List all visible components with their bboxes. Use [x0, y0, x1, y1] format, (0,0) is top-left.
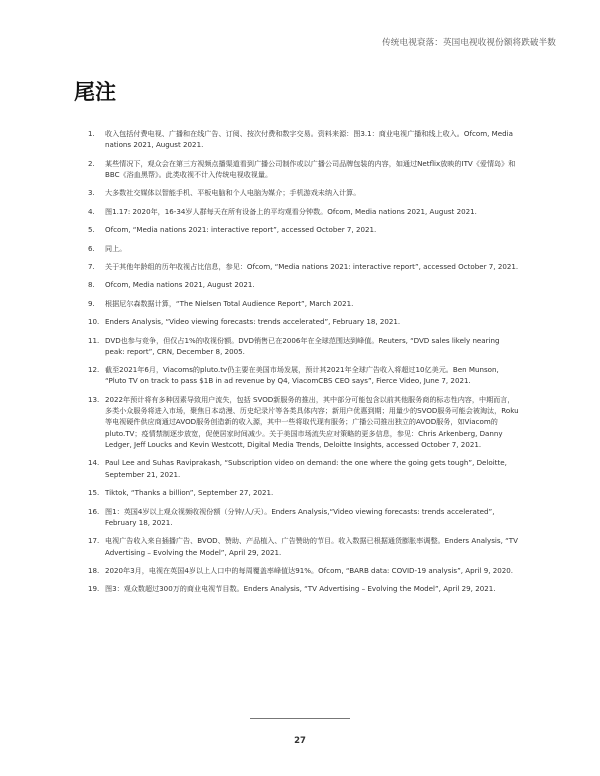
endnote-text: Ofcom, Media nations 2021, August 2021. [105, 280, 255, 290]
endnote-number: 9. [88, 298, 95, 308]
endnote-8 [88, 279, 520, 290]
endnote-11 [88, 335, 520, 358]
endnote-7 [88, 261, 520, 272]
endnote-number: 5. [88, 225, 95, 235]
endnote-number: 15. [88, 488, 100, 498]
endnote-number: 10. [88, 317, 100, 327]
endnote-5 [88, 224, 520, 235]
endnote-15 [88, 487, 520, 498]
endnote-number: 7. [88, 261, 95, 271]
endnote-text: 图1：英国4岁以上观众视频收视份额（分钟/人/天）。Enders Analysis,“Video viewing forecasts: trends accelerated”, February 18, 2021. [105, 506, 495, 527]
endnote-number: 17. [88, 536, 100, 546]
endnote-text: 图3：观众数超过300万的商业电视节目数。Enders Analysis, “TV Advertising – Evolving the Model”, April 29, 2021. [105, 584, 496, 594]
endnote-3 [88, 187, 520, 198]
endnote-number: 4. [88, 206, 95, 216]
endnote-text: Paul Lee and Suhas Raviprakash, “Subscription video on demand: the one where the going gets tough”, Deloitte, September 21, 2021. [105, 458, 507, 479]
endnote-text: 同上。 [105, 243, 127, 253]
endnote-text: 图1.17: 2020年，16-34岁人群每天在所有设备上的平均观看分钟数。Ofcom, Media nations 2021, August 2021. [105, 206, 477, 216]
endnotes-list [88, 128, 520, 602]
endnote-number: 8. [88, 280, 95, 290]
endnote-text: Tiktok, “Thanks a billion”, September 27, 2021. [105, 488, 274, 498]
endnote-number: 19. [88, 584, 100, 594]
endnote-text: 收入包括付费电视、广播和在线广告、订阅、按次付费和数字交易。资料来源：图3.1：商业电视广播和线上收入。Ofcom, Media nations 2021, August 2021. [105, 129, 513, 150]
endnote-number: 1. [88, 129, 95, 138]
endnote-text: 截至2021年6月，Viacoms的pluto.tv仍主要在美国市场发展，预计其2021年全球广告收入将超过10亿美元。Ben Munson, “Pluto TV on track to pass $1B in ad revenue by Q4, ViacomCBS CEO says”, Fierce Video, June 7, 2021. [105, 365, 499, 386]
endnote-text: 2022年预计将有多种因素导致用户流失，包括 SVOD新服务的推出，其中部分可能包含以前其他服务商的标志性内容，中期而言，多类小众服务将进入市场，聚焦日本动漫、历史纪录片等各类具体内容；新用户优惠到期；用量少的SVOD服务可能会被淘汰，Roku等电视硬件供应商通过AVOD服务创造新的收入源，其中一些将取代现有服务；广播公司推出独立的AVOD服务，如Viacom的pluto.TV；疫情禁制逐步放宽，促使居家时间减少。关于美国市场流失应对策略的更多信息，参见：Chris Arkenberg, Danny Ledger, Jeff Loucks and Kevin Westcott, Digital Media Trends, Deloitte Insights, accessed October 7, 2021. [105, 394, 519, 450]
endnote-number: 2. [88, 158, 95, 168]
running-header: 传统电视衰落：英国电视收视份额将跌破半数 [382, 38, 556, 48]
endnote-text: 大多数社交媒体以智能手机、平板电脑和个人电脑为媒介；手机游戏未纳入计算。 [105, 188, 361, 198]
endnote-18 [88, 565, 520, 576]
page-number: 27 [294, 736, 306, 746]
endnote-2 [88, 158, 520, 181]
endnote-text: Ofcom, “Media nations 2021: interactive report”, accessed October 7, 2021. [105, 225, 377, 235]
endnote-12 [88, 364, 520, 387]
endnote-13 [88, 394, 520, 450]
endnote-text: 关于其他年龄组的历年收视占比信息，参见：Ofcom, “Media nations 2021: interactive report”, accessed October 7, 2021. [105, 261, 519, 271]
endnote-number: 11. [88, 335, 100, 345]
endnote-17 [88, 535, 520, 558]
endnote-text: DVD也参与竞争，但仅占1%的收视份额。DVD销售已在2006年在全球范围达到峰值。Reuters, “DVD sales likely nearing peak: report”, CRN, December 8, 2005. [105, 335, 500, 356]
endnote-19 [88, 583, 520, 594]
footer-divider [250, 718, 350, 719]
endnote-number: 12. [88, 365, 100, 375]
endnote-text: Enders Analysis, “Video viewing forecasts: trends accelerated”, February 18, 2021. [105, 317, 401, 327]
endnote-text: 电视广告收入来自插播广告、BVOD、赞助、产品植入、广告赞助的节目。收入数据已根据通货膨胀率调整。Enders Analysis, “TV Advertising – Evolving the Model”, April 29, 2021. [105, 536, 518, 557]
endnote-9 [88, 298, 520, 309]
endnote-4 [88, 206, 520, 217]
endnote-number: 16. [88, 506, 100, 516]
endnote-text: 某些情况下，观众会在第三方视频点播渠道看到广播公司制作或以广播公司品牌包装的内容，如通过Netflix放映的ITV《爱情岛》和BBC《浴血黑帮》。此类收视不计入传统电视收视量。 [105, 158, 516, 179]
endnote-1 [88, 128, 520, 151]
endnote-16 [88, 506, 520, 529]
endnote-number: 14. [88, 458, 100, 468]
page-title: 尾注 [74, 80, 116, 104]
endnote-text: 2020年3月，电视在英国4岁以上人口中的每周覆盖率峰值达91%。Ofcom, “BARB data: COVID-19 analysis”, April 9, 2020. [105, 565, 514, 575]
endnote-6 [88, 243, 520, 254]
endnote-number: 3. [88, 188, 95, 198]
endnote-number: 13. [88, 394, 100, 404]
endnote-14 [88, 457, 520, 480]
endnote-number: 6. [88, 243, 95, 253]
endnote-number: 18. [88, 565, 100, 575]
endnote-text: 根据尼尔森数据计算，“The Nielsen Total Audience Report”, March 2021. [105, 298, 354, 308]
endnote-10 [88, 316, 520, 327]
